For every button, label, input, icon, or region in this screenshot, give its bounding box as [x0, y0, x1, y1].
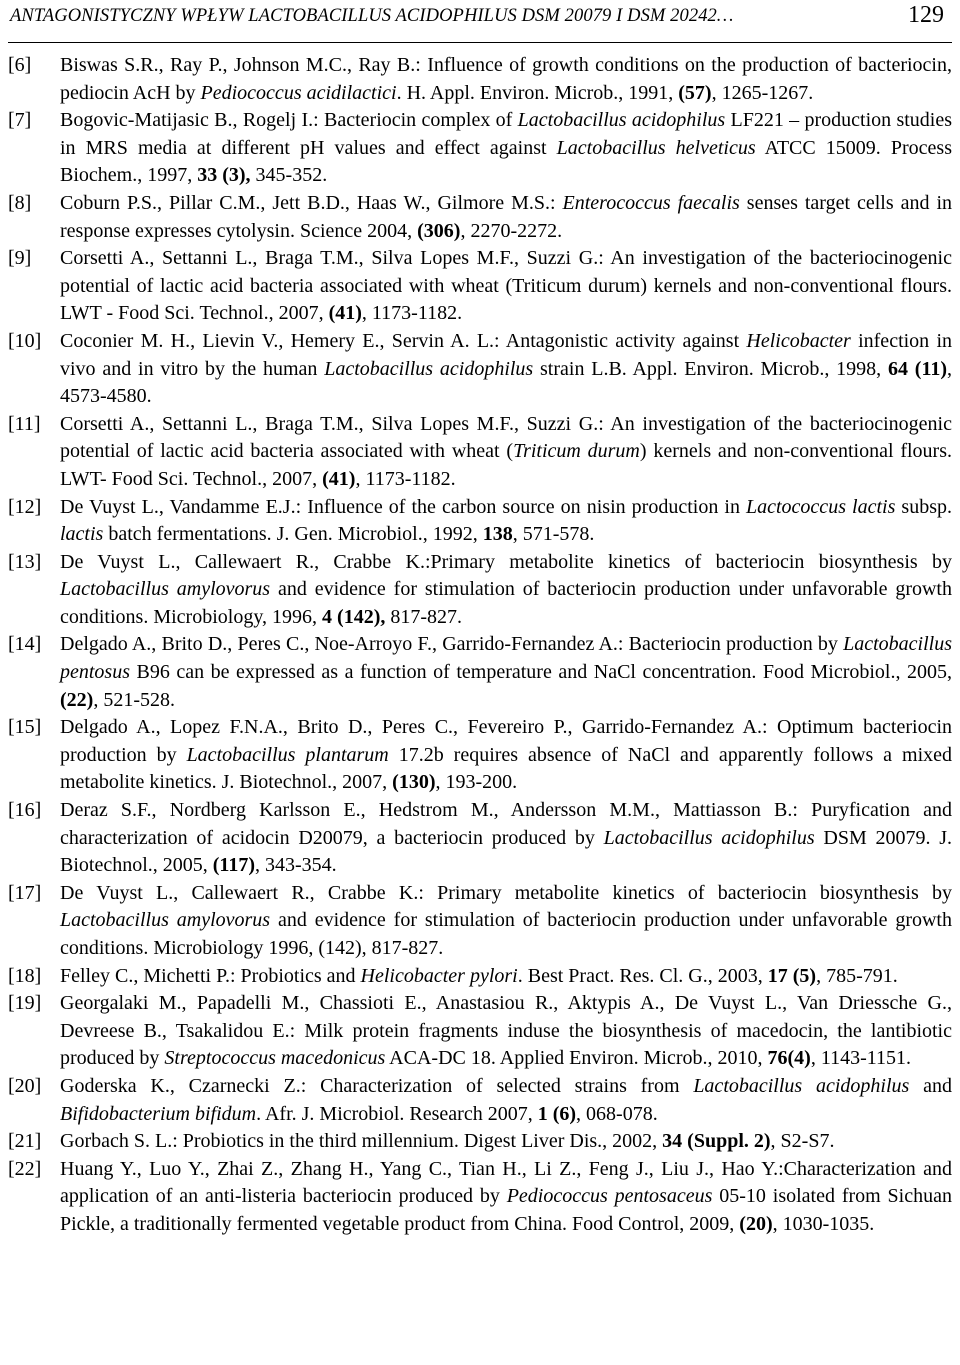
species-name: Pediococcus pentosaceus [506, 1185, 713, 1208]
volume-issue: (22) [60, 688, 94, 711]
reference-text [60, 1128, 952, 1156]
reference-16 [8, 797, 952, 880]
reference-number: [21] [8, 1130, 42, 1153]
reference-number: [13] [8, 550, 42, 573]
reference-17 [8, 880, 952, 963]
reference-text [60, 245, 952, 328]
reference-text [60, 107, 952, 190]
reference-12 [8, 494, 952, 549]
reference-text-run: Delgado A., Brito D., Peres C., Noe-Arroyo F., Garrido-Fernandez A.: Bacteriocin production by [60, 633, 844, 656]
reference-text-run: , 193-200. [435, 771, 518, 794]
species-name: Helicobacter pylori [360, 964, 518, 987]
reference-text-run: Georgalaki M., Papadelli M., Chassioti E., Anastasiou R., Aktypis A., De Vuyst L., Van Driessche G., Devreese B., Tsakalidou E.: Milk protein fragments induse the biosynthesis of macedocin, the lantibiotic produced by [60, 992, 952, 1070]
reference-11 [8, 411, 952, 494]
species-name: Lactobacillus amylovorus [60, 578, 271, 601]
page-header [8, 0, 952, 43]
reference-text [60, 797, 952, 880]
volume-issue: (117) [212, 854, 255, 877]
reference-text-run: senses target cells and in response expresses cytolysin. Science 2004, [60, 191, 953, 242]
reference-text [60, 190, 952, 245]
reference-number: [22] [8, 1157, 42, 1180]
reference-text-run: Felley C., Michetti P.: Probiotics and [60, 964, 361, 987]
reference-text-run: , 343-354. [254, 854, 337, 877]
reference-10 [8, 328, 952, 411]
species-name: lactis [60, 523, 104, 546]
reference-number: [7] [8, 109, 32, 132]
volume-issue: 34 (Suppl. 2) [662, 1130, 771, 1153]
reference-text-run: , 1173-1182. [361, 302, 463, 325]
reference-number: [8] [8, 191, 32, 214]
species-name: Lactobacillus acidophilus [517, 109, 726, 132]
volume-issue: 33 (3), [197, 164, 251, 187]
reference-text-run: , 4573-4580. [60, 357, 952, 408]
reference-number: [17] [8, 881, 42, 904]
volume-issue: 76(4) [767, 1047, 811, 1070]
species-name: Lactobacillus helveticus [556, 136, 756, 159]
reference-text-run: . H. Appl. Environ. Microb., 1991, [396, 81, 679, 104]
reference-text [60, 411, 952, 494]
reference-text-run: DSM 20079. J. Biotechnol., 2005, [60, 826, 953, 877]
volume-issue: 64 (11) [887, 357, 947, 380]
reference-text-run: , 571-578. [512, 523, 595, 546]
reference-text-run: and evidence for stimulation of bacteriocin production under unfavorable growth conditions. Microbiology 1996, (142), 817-827. [60, 909, 952, 959]
reference-text-run: , S2-S7. [770, 1130, 835, 1153]
reference-text-run: Delgado A., Lopez F.N.A., Brito D., Peres C., Fevereiro P., Garrido-Fernandez A.: Optimum bacteriocin production by [60, 716, 952, 766]
reference-text-run: . Afr. J. Microbiol. Research 2007, [256, 1102, 538, 1125]
reference-6 [8, 52, 952, 107]
volume-issue: (57) [678, 81, 712, 104]
reference-text [60, 631, 952, 714]
reference-number: [11] [8, 412, 41, 435]
reference-text [60, 494, 952, 549]
reference-13 [8, 549, 952, 632]
reference-text-run: 345-352. [250, 164, 328, 187]
species-name: Lactobacillus acidophilus [693, 1074, 910, 1097]
volume-issue: (130) [392, 771, 436, 794]
reference-text-run: 817-827. [385, 605, 463, 628]
reference-text-run: 17.2b requires absence of NaCl and apparently follows a mixed metabolite kinetics. J. Biotechnol., 2007, [60, 743, 952, 794]
reference-text-run: , 1265-1267. [711, 81, 814, 104]
reference-number: [12] [8, 495, 42, 518]
reference-text [60, 328, 952, 411]
reference-text-run: Gorbach S. L.: Probiotics in the third millennium. Digest Liver Dis., 2002, [60, 1130, 663, 1153]
reference-22 [8, 1156, 952, 1239]
volume-issue: (20) [739, 1212, 773, 1235]
reference-number: [16] [8, 799, 42, 822]
reference-text-run: , 521-528. [93, 688, 175, 711]
reference-number: [14] [8, 633, 42, 656]
reference-text-run: infection in vivo and in vitro by the human [60, 329, 953, 380]
reference-number: [15] [8, 716, 42, 739]
reference-text-run: B96 can be expressed as a function of temperature and NaCl concentration. Food Microbiol., 2005, [130, 661, 952, 684]
reference-text-run: Goderska K., Czarnecki Z.: Characterization of selected strains from [60, 1074, 694, 1097]
reference-text-run: , 1143-1151. [810, 1047, 912, 1070]
reference-text [60, 880, 952, 963]
reference-9 [8, 245, 952, 328]
reference-text-run: Biswas S.R., Ray P., Johnson M.C., Ray B.: Influence of growth conditions on the production of bacteriocin, pediocin AcH by [60, 54, 952, 104]
reference-number: [19] [8, 992, 42, 1015]
reference-text-run: , 785-791. [816, 964, 898, 987]
reference-8 [8, 190, 952, 245]
reference-text-run: , 2270-2272. [460, 219, 563, 242]
reference-14 [8, 631, 952, 714]
reference-text-run: and evidence for stimulation of bacteriocin production under unfavorable growth conditions. Microbiology, 1996, [60, 578, 952, 628]
reference-19 [8, 990, 952, 1073]
reference-text-run: Coburn P.S., Pillar C.M., Jett B.D., Haas W., Gilmore M.S.: [60, 191, 563, 214]
reference-number: [20] [8, 1074, 42, 1097]
reference-text-run: ) kernels and non-conventional flours. LWT- Food Sci. Technol., 2007, [60, 440, 952, 490]
reference-18 [8, 963, 952, 991]
reference-text-run: Bogovic-Matijasic B., Rogelj I.: Bacteriocin complex of [60, 109, 518, 132]
reference-text-run: , 1030-1035. [772, 1212, 875, 1235]
reference-text-run: strain L.B. Appl. Environ. Microb., 1998, [533, 357, 888, 380]
reference-text-run: subsp. [895, 495, 952, 518]
volume-issue: (306) [417, 219, 461, 242]
species-name: Lactobacillus acidophilus [603, 826, 815, 849]
volume-issue: 138 [482, 523, 513, 546]
volume-issue: (41) [328, 302, 362, 325]
species-name: Triticum durum [513, 440, 640, 463]
reference-text-run: Huang Y., Luo Y., Zhai Z., Zhang H., Yang C., Tian H., Li Z., Feng J., Liu J., Hao Y.:Characterization and application of an anti-listeria bacteriocin produced by [60, 1157, 952, 1208]
species-name: Pediococcus acidilactici [200, 81, 397, 104]
reference-text-run: De Vuyst L., Vandamme E.J.: Influence of the carbon source on nisin production in [60, 495, 746, 518]
reference-text [60, 990, 952, 1073]
species-name: Lactobacillus plantarum [186, 743, 389, 766]
reference-7 [8, 107, 952, 190]
reference-list [8, 52, 952, 1239]
reference-number: [6] [8, 54, 32, 76]
reference-20 [8, 1073, 952, 1128]
species-name: Enterococcus faecalis [562, 191, 740, 214]
species-name: Lactococcus lactis [746, 495, 896, 518]
reference-number: [10] [8, 329, 42, 352]
species-name: Streptococcus macedonicus [164, 1047, 386, 1070]
reference-text-run: , 1173-1182. [355, 467, 456, 490]
reference-text [60, 1073, 952, 1128]
reference-text-run: 05-10 isolated from Sichuan Pickle, a traditionally fermented vegetable product from China. Food Control, 2009, [60, 1185, 952, 1235]
reference-text-run: LF221 – production studies in MRS media at different pH values and effect against [60, 109, 953, 159]
reference-text-run: Coconier M. H., Lievin V., Hemery E., Servin A. L.: Antagonistic activity against [60, 329, 747, 352]
volume-issue: (41) [322, 467, 356, 490]
reference-text-run: Deraz S.F., Nordberg Karlsson E., Hedstrom M., Andersson M.M., Mattiasson B.: Puryfication and characterization of acidocin D20079, a bacteriocin produced by [60, 799, 952, 849]
reference-21 [8, 1128, 952, 1156]
reference-text-run: De Vuyst L., Callewaert R., Crabbe K.: Primary metabolite kinetics of bacteriocin biosynthesis by [60, 881, 952, 904]
reference-15 [8, 714, 952, 797]
reference-text [60, 1156, 952, 1239]
page-number: 129 [908, 2, 944, 28]
reference-text-run: batch fermentations. J. Gen. Microbiol., 1992, [103, 523, 483, 546]
species-name: Lactobacillus amylovorus [60, 909, 271, 932]
reference-number: [18] [8, 964, 42, 987]
reference-text [60, 714, 952, 797]
reference-text-run: De Vuyst L., Callewaert R., Crabbe K.:Primary metabolite kinetics of bacteriocin biosynthesis by [60, 550, 952, 573]
reference-text-run: ACA-DC 18. Applied Environ. Microb., 2010, [385, 1047, 768, 1070]
species-name: Helicobacter [746, 329, 851, 352]
reference-text-run: . Best Pract. Res. Cl. G., 2003, [517, 964, 768, 987]
reference-text [60, 963, 952, 991]
reference-text-run: and [909, 1074, 952, 1097]
species-name: Lactobacillus acidophilus [324, 357, 534, 380]
volume-issue: 1 (6) [537, 1102, 577, 1125]
species-name: Bifidobacterium bifidum [60, 1102, 257, 1125]
reference-text [60, 52, 952, 107]
reference-text-run: Corsetti A., Settanni L., Braga T.M., Silva Lopes M.F., Suzzi G.: An investigation of the bacteriocinogenic potential of lactic acid bacteria associated with wheat ( [60, 412, 952, 463]
reference-text-run: ATCC 15009. Process Biochem., 1997, [60, 136, 952, 187]
volume-issue: 4 (142), [322, 605, 386, 628]
species-name: Lactobacillus pentosus [60, 633, 952, 684]
running-title: ANTAGONISTYCZNY WPŁYW LACTOBACILLUS ACIDOPHILUS DSM 20079 I DSM 20242… [10, 6, 734, 26]
reference-text-run: , 068-078. [576, 1102, 658, 1125]
reference-number: [9] [8, 247, 32, 270]
reference-text-run: Corsetti A., Settanni L., Braga T.M., Silva Lopes M.F., Suzzi G.: An investigation of the bacteriocinogenic potential of lactic acid bacteria associated with wheat (Triticum durum) kernels and non-conventional flours. LWT - Food Sci. Technol., 2007, [60, 247, 952, 325]
volume-issue: 17 (5) [767, 964, 817, 987]
reference-text [60, 549, 952, 632]
